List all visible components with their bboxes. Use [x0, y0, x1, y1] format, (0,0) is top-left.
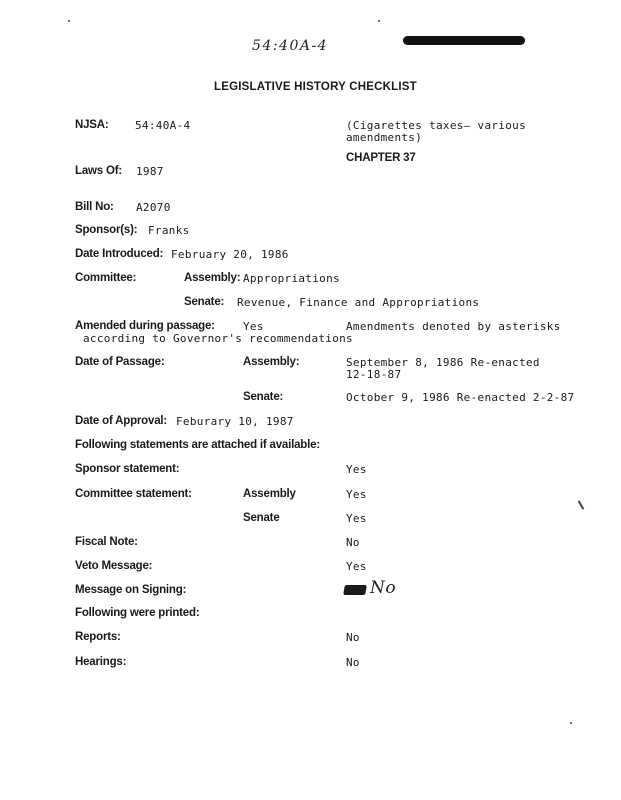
sponsor-statement-value: Yes [346, 463, 367, 476]
message-signing-value: No [370, 578, 397, 598]
hearings-label: Hearings: [75, 656, 127, 668]
passage-label: Date of Passage: [75, 356, 165, 368]
hearings-value: No [346, 656, 360, 669]
chapter-label: CHAPTER 37 [346, 152, 416, 164]
passage-senate-value: October 9, 1986 Re-enacted 2-2-87 [346, 391, 575, 404]
committee-assembly-label: Assembly: [184, 272, 241, 284]
committee-statement-assembly-value: Yes [346, 488, 367, 501]
committee-statement-label: Committee statement: [75, 488, 192, 500]
committee-statement-senate-value: Yes [346, 512, 367, 525]
scan-speck [378, 20, 380, 22]
message-signing-label: Message on Signing: [75, 584, 187, 596]
strikeout-scribble [343, 585, 367, 595]
committee-label: Committee: [75, 272, 137, 284]
printed-heading: Following were printed: [75, 607, 200, 619]
passage-senate-label: Senate: [243, 391, 284, 403]
sponsors-label: Sponsor(s): [75, 224, 138, 236]
subject-line1: (Cigarettes taxes— various [346, 119, 526, 132]
veto-message-value: Yes [346, 560, 367, 573]
njsa-label: NJSA: [75, 119, 109, 131]
amended-note-continued: according to Governor's recommendations [83, 332, 353, 345]
bill-no-value: A2070 [136, 201, 171, 214]
subject-line2: amendments) [346, 131, 423, 144]
date-introduced-value: February 20, 1986 [171, 248, 289, 261]
reports-label: Reports: [75, 631, 121, 643]
approval-value: Feburary 10, 1987 [176, 415, 294, 428]
amended-note: Amendments denoted by asterisks [346, 320, 561, 333]
date-introduced-label: Date Introduced: [75, 248, 164, 260]
amended-label: Amended during passage: [75, 320, 215, 332]
scan-speck [570, 722, 572, 724]
amended-value: Yes [243, 320, 264, 333]
statements-heading: Following statements are attached if available: [75, 439, 320, 451]
laws-of-label: Laws Of: [75, 165, 122, 177]
passage-assembly-value: September 8, 1986 Re-enacted [346, 356, 540, 369]
bill-no-label: Bill No: [75, 201, 114, 213]
fiscal-note-label: Fiscal Note: [75, 536, 138, 548]
handwritten-code: 54:40A-4 [252, 38, 329, 54]
passage-assembly-label: Assembly: [243, 356, 300, 368]
laws-of-value: 1987 [136, 165, 164, 178]
committee-senate-label: Senate: [184, 296, 225, 308]
page-title: LEGISLATIVE HISTORY CHECKLIST [214, 81, 417, 93]
redaction-bar [403, 36, 525, 45]
passage-assembly-value-line2: 12-18-87 [346, 368, 402, 381]
fiscal-note-value: No [346, 536, 360, 549]
committee-assembly-value: Appropriations [243, 272, 340, 285]
committee-statement-assembly-label: Assembly [243, 488, 296, 500]
scan-mark [578, 500, 585, 510]
scan-speck [68, 20, 70, 22]
committee-statement-senate-label: Senate [243, 512, 280, 524]
committee-senate-value: Revenue, Finance and Appropriations [237, 296, 480, 309]
veto-message-label: Veto Message: [75, 560, 153, 572]
sponsor-statement-label: Sponsor statement: [75, 463, 180, 475]
sponsors-value: Franks [148, 224, 190, 237]
reports-value: No [346, 631, 360, 644]
njsa-value: 54:40A-4 [135, 119, 191, 132]
approval-label: Date of Approval: [75, 415, 168, 427]
